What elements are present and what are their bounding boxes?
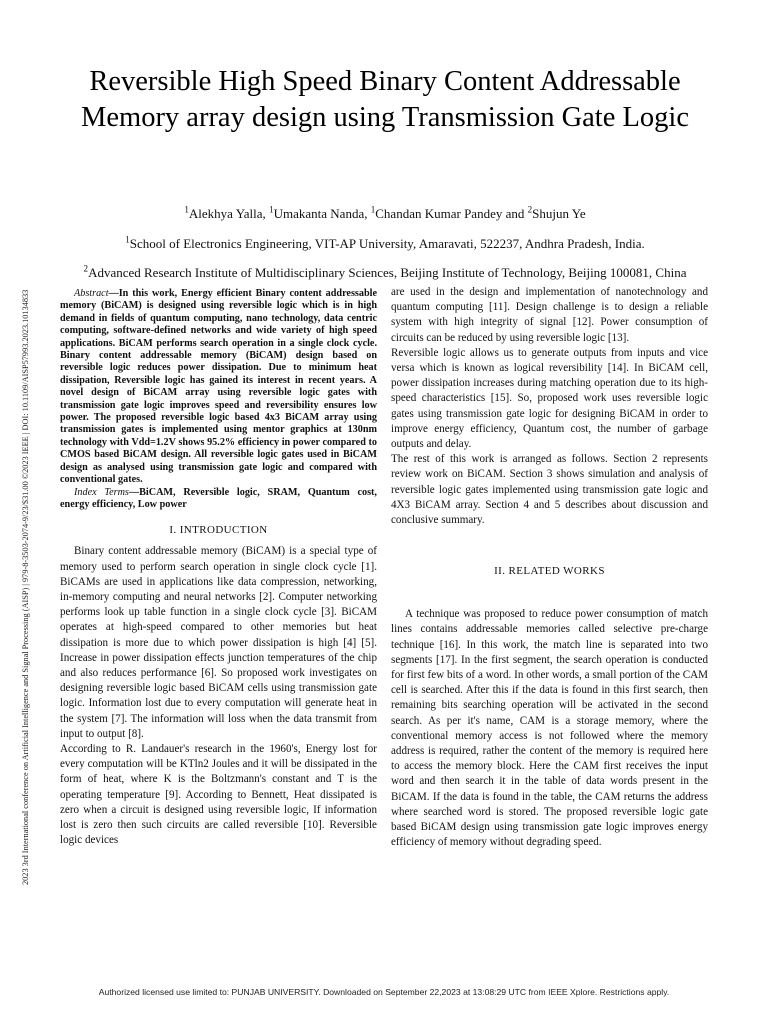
- affiliation-text: Advanced Research Institute of Multidisciplinary Sciences, Beijing Institute of Technology, Beijing 100081, China: [88, 265, 687, 280]
- abstract: [60, 288, 377, 487]
- index-terms-lead: Index Terms: [74, 486, 129, 498]
- author-sup: 1: [269, 204, 274, 215]
- license-footer: Authorized licensed use limited to: PUNJAB UNIVERSITY. Downloaded on September 22,2023 at 13:08:29 UTC from IEEE Xplore. Restrictions apply.: [98, 987, 670, 997]
- sidebar-citation: [5, 140, 30, 885]
- affiliation-1: [40, 235, 730, 253]
- author-name: Chandan Kumar Pandey and: [375, 206, 528, 221]
- affiliation-text: School of Electronics Engineering, VIT-AP University, Amaravati, 522237, Andhra Pradesh, India.: [129, 236, 645, 251]
- author-sup: 1: [370, 204, 376, 215]
- index-terms: [60, 487, 377, 512]
- paragraph: A technique was proposed to reduce power consumption of match lines contains addressable memories called selective pre-charge technique [16]. In this work, the match line is separated into two segments [17]. In the first segment, the search operation is conducted for first few bits of a word. In other words, a small portion of the CAM cell is searched. After this if the data is found in this first search, then remaining bits searching operation will be activated in the second search. As per it's name, CAM is a storage memory, where the conventional memory access is not followed where the memory address is required, rather the content of the memory is required here to access the memory block. Here the CAM first receives the input word and then search it in the table of data words present in the BiCAM. If the data is found in the table, the CAM returns the address where searched word is stored. The proposed reversible logic gate based BiCAM design using transmission gate logic improves energy efficiency of memory without degrading speed.: [391, 608, 708, 849]
- abstract-text: —In this work, Energy efficient Binary content addressable memory (BiCAM) is designed using reversible logic which is in high demand in fields of quantum computing, nano technology, data centric computing, software-defined networks and wide variety of high speed applications. BiCAM performs search operation in a single clock cycle. Binary content addressable memory (BiCAM) design based on reversible logic reduces power dissipation. Due to minimum heat dissipation, Reversible logic has gained its interest in recent years. A novel design of BiCAM array using reversible logic gates with transmission gate logic improves speed and reversibility ensures low power. The proposed reversible logic based 4x3 BiCAM array using transmission gates is implemented using mentor graphics at 130nm technology with Vdd=1.2V shows 95.2% efficiency in power compared to CMOS based BiCAM design. All reversible logic gates used in BiCAM design as analysed using transmission gate logic and compared with conventional gates.: [60, 288, 377, 486]
- right-column: [391, 285, 708, 851]
- author-list: [40, 205, 730, 223]
- affiliation-sup: 2: [83, 263, 89, 274]
- author-name: Alekhya Yalla,: [188, 206, 270, 221]
- paragraph: The rest of this work is arranged as follows. Section 2 represents review work on BiCAM. Section 3 shows simulation and analysis of reversible logic gates implemented using transmission gate logic and 4X3 BiCAM array. Section 4 and 5 describes about discussion and conclusive summary.: [391, 453, 708, 527]
- author-name: Shujun Ye: [532, 206, 586, 221]
- abstract-lead: Abstract: [74, 288, 109, 299]
- author-name: Umakanta Nanda,: [273, 206, 371, 221]
- affiliation-sup: 1: [125, 234, 130, 245]
- affiliation-2: [40, 264, 730, 282]
- author-sup: 1: [184, 204, 189, 215]
- paragraph: Binary content addressable memory (BiCAM) is a special type of memory used to perform search operation in single clock cycle [1]. BiCAMs are used in applications like data compression, networking, in-memory computing and neural networks [2]. Computer networking performs look up table function in a single clock cycle [3]. BiCAM operates at high-speed compared to other memories but heat dissipation is more due to which power dissipation is high [4] [5]. Increase in power dissipation effects junction temperatures of the chip and also reduces performance [6]. So proposed work investigates on designing reversible logic based BiCAM cells using transmission gate logic. Information lost due to every computation will generate heat in the system [7]. The information will loss when the data transmit from input to output [8].: [60, 545, 377, 740]
- section-heading-related-works: II. RELATED WORKS: [494, 565, 605, 578]
- paragraph: Reversible logic allows us to generate outputs from inputs and vice versa which is known as logical reversibility [14]. In BiCAM cell, power dissipation increases during matching operation due to its high-speed characteristics [15]. So, proposed work uses reversible logic gates using transmission gate logic for designing BiCAM in order to improve energy efficiency, Quantum cost, the number of garbage outputs and delay.: [391, 346, 708, 451]
- citation-text: 2023 3rd International conference on Artificial Intelligence and Signal Processing (AISP) | 979-8-3503-2074-9/23/$31.00 ©2023 IEEE | DOI: 10.1109/AISP57993.2023.10134833: [21, 289, 30, 885]
- section-heading-introduction: I. INTRODUCTION: [169, 524, 268, 537]
- paragraph: According to R. Landauer's research in the 1960's, Energy lost for every computation will be KTln2 Joules and it will be dissipated in the form of heat, where K is the Boltzmann's constant and T is the operating temperature [9]. According to Bennett, Heat dissipated is zero when a circuit is designed using reversible logic, If information lost is zero then such circuits are called reversible [10]. Reversible logic devices: [60, 742, 377, 847]
- paper-title: Reversible High Speed Binary Content Addressable Memory array design using Transmission Gate Logic: [81, 66, 689, 133]
- index-terms-text: —BiCAM, Reversible logic, SRAM, Quantum cost, energy efficiency, Low power: [60, 486, 377, 510]
- author-sup: 2: [527, 204, 533, 215]
- paragraph: are used in the design and implementation of nanotechnology and quantum computing [11]. Design challenge is to design a reliable system with high integrity of signal [12]. Power consumption of circuits can be reduced by using reversible logic [13].: [391, 286, 708, 344]
- left-column: [60, 288, 377, 848]
